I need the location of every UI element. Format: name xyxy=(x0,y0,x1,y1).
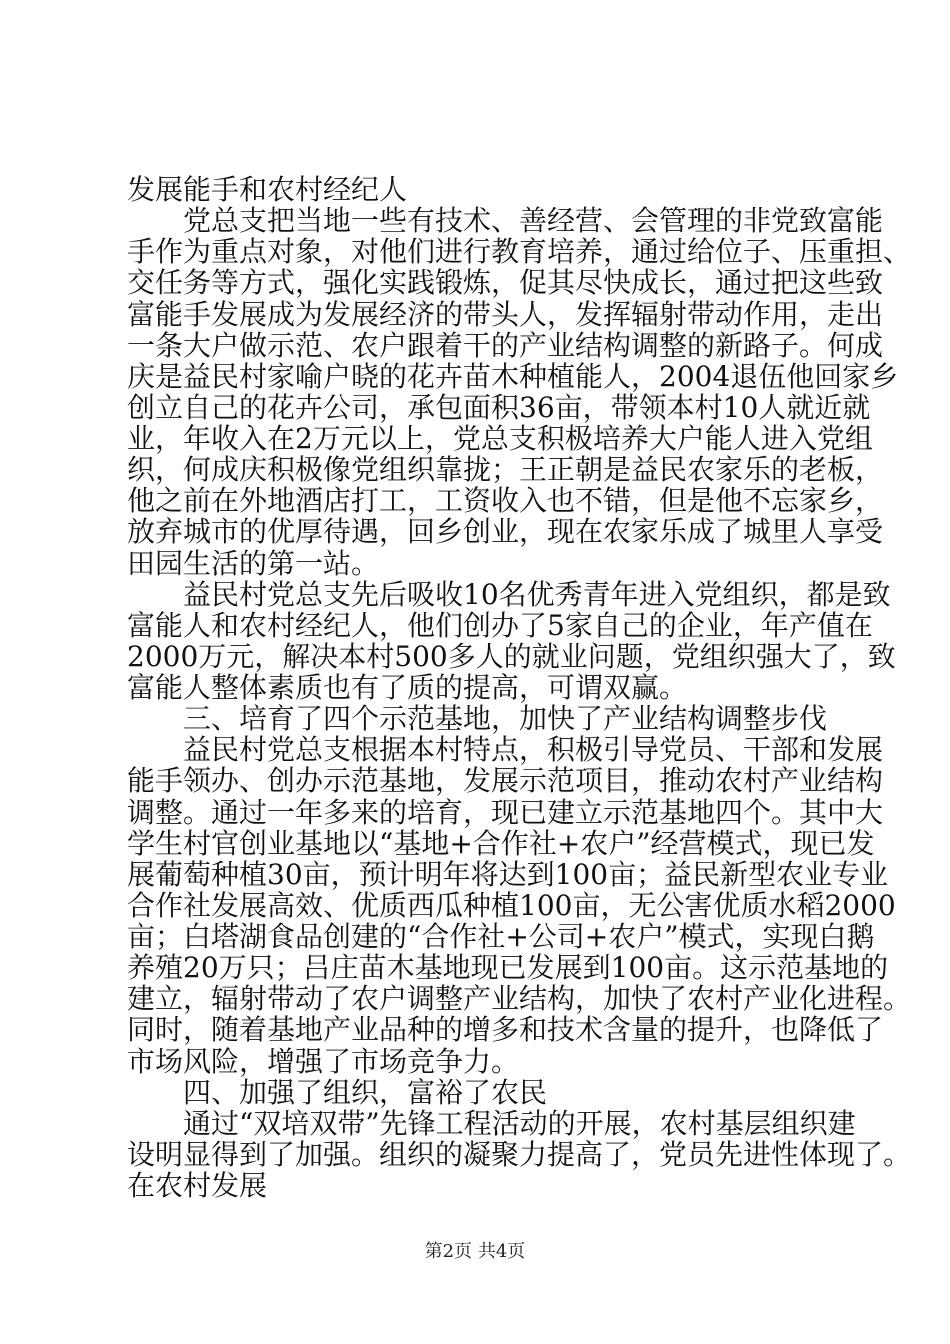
text-line: 手作为重点对象，对他们进行教育培养，通过给位子、压重担、 xyxy=(127,235,912,268)
text-line: 交任务等方式，强化实践锻炼，促其尽快成长，通过把这些致 xyxy=(127,266,884,299)
section-heading: 三、培育了四个示范基地，加快了产业结构调整步伐 xyxy=(183,702,828,735)
text-line: 田园生活的第一站。 xyxy=(127,547,380,580)
text-line: 2000万元，解决本村500多人的就业问题，党组织强大了，致 xyxy=(127,640,896,673)
text-line: 在农村发展 xyxy=(127,1169,268,1202)
text-line: 富能人整体素质也有了质的提高，可谓双赢。 xyxy=(127,671,688,704)
text-line: 合作社发展高效、优质西瓜种植100亩，无公害优质水稻2000 xyxy=(127,889,896,922)
text-line: 他之前在外地酒店打工，工资收入也不错，但是他不忘家乡， xyxy=(127,484,884,517)
text-line: 放弃城市的优厚待遇，回乡创业，现在农家乐成了城里人享受 xyxy=(127,515,884,548)
paragraph-start-line: 益民村党总支根据本村特点，积极引导党员、干部和发展 xyxy=(183,733,884,766)
text-line: 设明显得到了加强。组织的凝聚力提高了，党员先进性体现了。 xyxy=(127,1138,912,1171)
text-line: 创立自己的花卉公司，承包面积36亩，带领本村10人就近就 xyxy=(127,391,871,424)
text-line: 建立，辐射带动了农户调整产业结构，加快了农村产业化进程。 xyxy=(127,982,912,1015)
text-line: 调整。通过一年多来的培育，现已建立示范基地四个。其中大 xyxy=(127,796,884,829)
text-line: 发展能手和农村经纪人 xyxy=(127,173,408,206)
text-line: 展葡萄种植30亩，预计明年将达到100亩；益民新型农业专业 xyxy=(127,858,889,891)
text-line: 亩；白塔湖食品创建的“合作社+公司+农户”模式，实现白鹅 xyxy=(127,920,875,953)
text-line: 学生村官创业基地以“基地+合作社+农户”经营模式，现已发 xyxy=(127,827,875,860)
section-heading: 四、加强了组织，富裕了农民 xyxy=(183,1076,548,1109)
text-line: 市场风险，增强了市场竞争力。 xyxy=(127,1045,520,1078)
paragraph-start-line: 通过“双培双带”先锋工程活动的开展，农村基层组织建 xyxy=(183,1107,856,1140)
text-line: 业，年收入在2万元以上，党总支积极培养大户能人进入党组 xyxy=(127,422,873,455)
text-line: 能手领办、创办示范基地，发展示范项目，推动农村产业结构 xyxy=(127,764,884,797)
text-line: 富能手发展成为发展经济的带头人，发挥辐射带动作用，走出 xyxy=(127,298,884,331)
text-line: 同时，随着基地产业品种的增多和技术含量的提升，也降低了 xyxy=(127,1013,884,1046)
page-footer: 第2页 共4页 xyxy=(424,1241,526,1262)
paragraph-start-line: 党总支把当地一些有技术、善经营、会管理的非党致富能 xyxy=(183,204,884,237)
paragraph-start-line: 益民村党总支先后吸收10名优秀青年进入党组织，都是致 xyxy=(183,578,891,611)
text-line: 一条大户做示范、农户跟着干的产业结构调整的新路子。何成 xyxy=(127,329,884,362)
text-line: 养殖20万只；吕庄苗木基地现已发展到100亩。这示范基地的 xyxy=(127,951,889,984)
text-line: 富能人和农村经纪人，他们创办了5家自己的企业，年产值在 xyxy=(127,609,873,642)
text-line: 织，何成庆积极像党组织靠拢；王正朝是益民农家乐的老板， xyxy=(127,453,884,486)
text-line: 庆是益民村家喻户晓的花卉苗木种植能人，2004退伍他回家乡 xyxy=(127,360,899,393)
